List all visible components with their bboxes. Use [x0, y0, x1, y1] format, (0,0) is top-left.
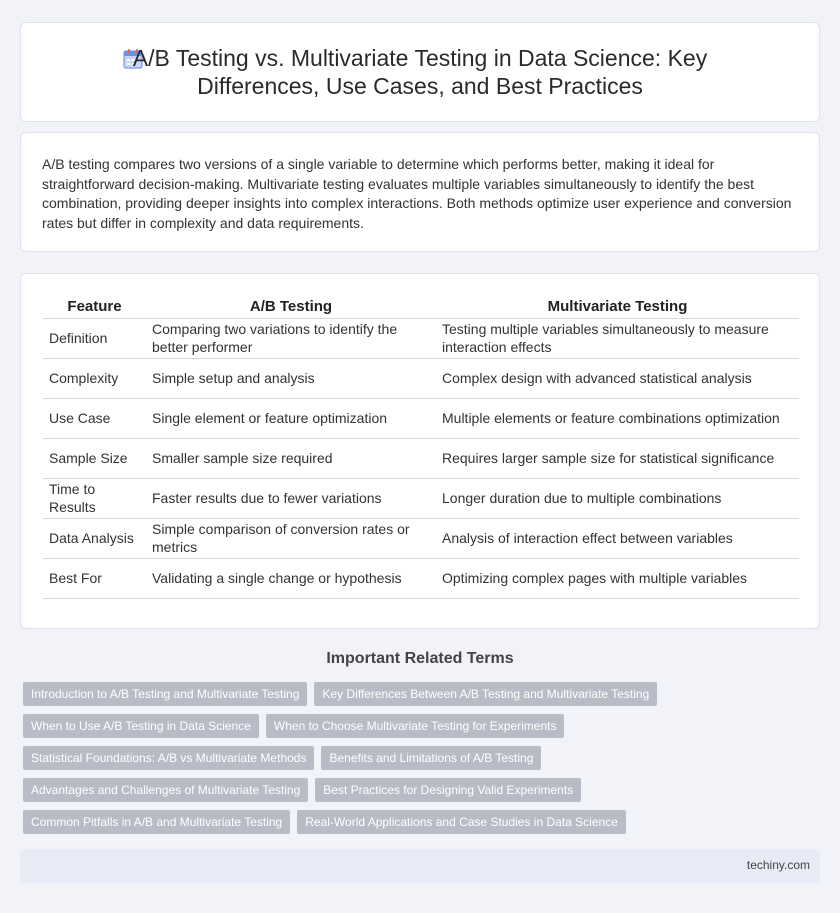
intro-card [20, 132, 820, 252]
related-term-link[interactable]: Introduction to A/B Testing and Multivariate Testing [23, 682, 307, 706]
table-row [43, 318, 799, 358]
ab-cell: Simple setup and analysis [146, 358, 436, 398]
tag-row [23, 714, 823, 738]
feature-cell: Complexity [43, 358, 146, 398]
page-title: A/B Testing vs. Multivariate Testing in Data Science: Key Differences, Use Cases, and Best Practices [132, 45, 708, 99]
title-card [20, 22, 820, 122]
related-term-link[interactable]: When to Choose Multivariate Testing for Experiments [266, 714, 565, 738]
tag-row [23, 778, 823, 802]
ab-cell: Smaller sample size required [146, 438, 436, 478]
related-term-link[interactable]: Key Differences Between A/B Testing and Multivariate Testing [314, 682, 657, 706]
title-wrap [21, 23, 819, 121]
footer-site-name: techiny.com [746, 858, 810, 872]
mvt-cell: Multiple elements or feature combinations optimization [436, 398, 799, 438]
related-term-link[interactable]: Benefits and Limitations of A/B Testing [321, 746, 541, 770]
mvt-cell: Longer duration due to multiple combinations [436, 478, 799, 518]
tag-row [23, 682, 823, 706]
mvt-cell: Optimizing complex pages with multiple variables [436, 558, 799, 598]
related-terms-heading: Important Related Terms [326, 650, 514, 667]
table-row [43, 438, 799, 478]
ab-cell: Simple comparison of conversion rates or metrics [146, 518, 436, 558]
table-row [43, 358, 799, 398]
feature-cell: Use Case [43, 398, 146, 438]
related-term-link[interactable]: Real-World Applications and Case Studies in Data Science [297, 810, 626, 834]
table-row [43, 478, 799, 518]
feature-cell: Definition [43, 318, 146, 358]
table-row [43, 398, 799, 438]
ab-cell: Faster results due to fewer variations [146, 478, 436, 518]
ab-cell: Comparing two variations to identify the better performer [146, 318, 436, 358]
table-row [43, 518, 799, 558]
table-header-row [43, 294, 799, 318]
related-terms-list [23, 682, 823, 842]
table-row [43, 558, 799, 598]
ab-cell: Single element or feature optimization [146, 398, 436, 438]
comparison-table [43, 294, 799, 599]
related-term-link[interactable]: Advantages and Challenges of Multivariate Testing [23, 778, 308, 802]
header-feature: Feature [43, 294, 146, 318]
tag-row [23, 810, 823, 834]
ab-cell: Validating a single change or hypothesis [146, 558, 436, 598]
feature-cell: Time to Results [43, 478, 146, 518]
tag-row [23, 746, 823, 770]
feature-cell: Sample Size [43, 438, 146, 478]
related-term-link[interactable]: Common Pitfalls in A/B and Multivariate Testing [23, 810, 290, 834]
mvt-cell: Complex design with advanced statistical analysis [436, 358, 799, 398]
related-term-link[interactable]: When to Use A/B Testing in Data Science [23, 714, 259, 738]
comparison-table-card [20, 273, 820, 629]
mvt-cell: Testing multiple variables simultaneously to measure interaction effects [436, 318, 799, 358]
header-multivariate-testing: Multivariate Testing [436, 294, 799, 318]
feature-cell: Data Analysis [43, 518, 146, 558]
intro-paragraph: A/B testing compares two versions of a single variable to determine which performs better, making it ideal for straightforward decision-making. Multivariate testing evaluates multiple variables simultaneously to identify the best combination, providing deeper insights into complex interactions. Both methods optimize user experience and conversion rates but differ in complexity and data requirements. [42, 156, 792, 231]
header-ab-testing: A/B Testing [146, 294, 436, 318]
mvt-cell: Requires larger sample size for statistical significance [436, 438, 799, 478]
mvt-cell: Analysis of interaction effect between variables [436, 518, 799, 558]
feature-cell: Best For [43, 558, 146, 598]
footer [20, 849, 820, 883]
related-term-link[interactable]: Statistical Foundations: A/B vs Multivariate Methods [23, 746, 314, 770]
related-term-link[interactable]: Best Practices for Designing Valid Experiments [315, 778, 581, 802]
